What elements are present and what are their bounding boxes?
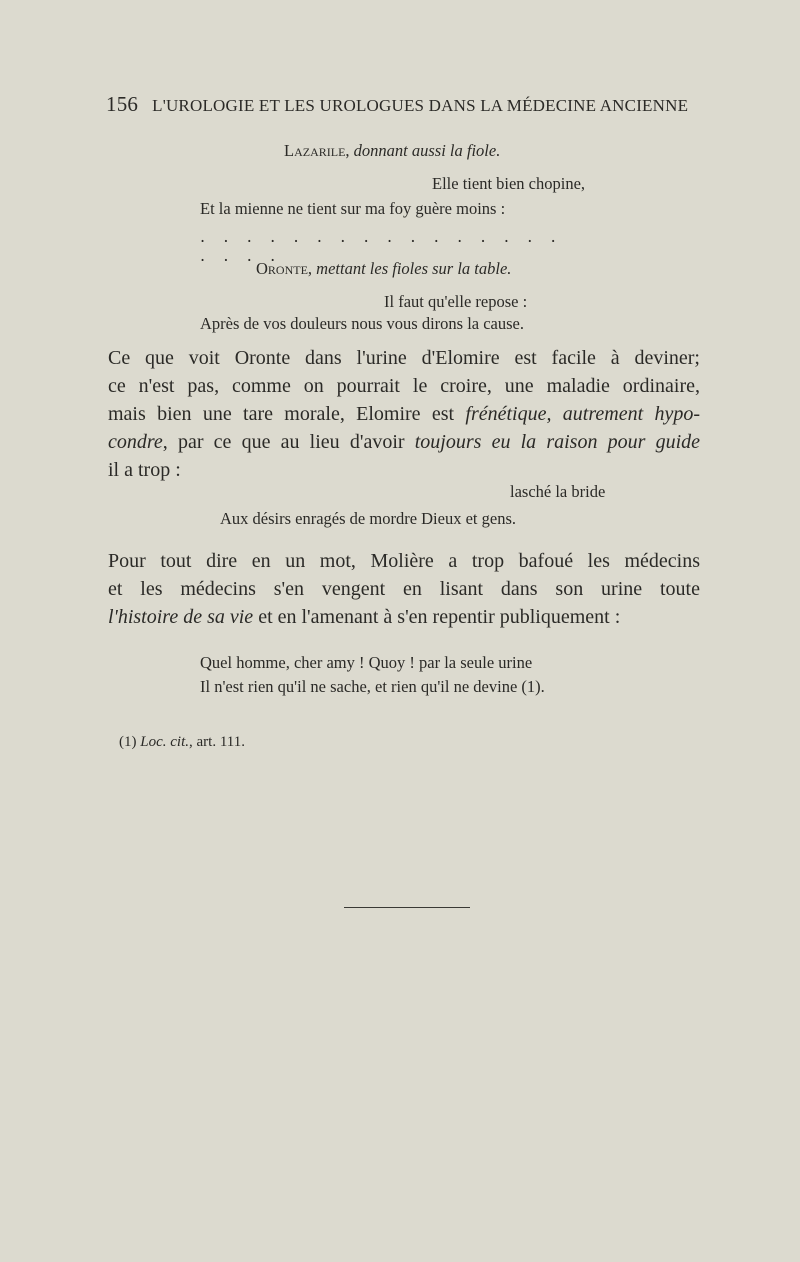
dots-text: . . . . . . . . . . . . . . . . . . . . (200, 227, 563, 265)
footnote (119, 734, 245, 751)
paragraph (108, 344, 700, 484)
italic-run: condre (108, 431, 163, 453)
para-line (108, 428, 700, 456)
italic-run: frénétique, autrement hypo- (465, 403, 700, 425)
stage-direction-oronte (256, 259, 511, 279)
speaker-name: Oronte, (256, 259, 313, 278)
text-run: mais bien une tare morale, Elomire est (108, 403, 466, 425)
direction-text: mettant les fioles sur la table. (316, 259, 512, 278)
italic-run: l'histoire de sa vie (108, 606, 254, 628)
text-run: et en l'amenant à s'en repentir publiquement : (253, 606, 621, 628)
para-line (108, 400, 700, 428)
verse-line: Il n'est rien qu'il ne sache, et rien qu'il ne devine (1). (200, 677, 545, 696)
para-line: il a trop : (108, 459, 181, 481)
stage-direction-lazarile (284, 141, 500, 161)
verse-line: Elle tient bien chopine, (432, 174, 586, 193)
para-line: Ce que voit Oronte dans l'urine d'Elomire est facile à deviner; (108, 347, 700, 369)
italic-run: toujours eu la raison pour guide (414, 431, 701, 453)
para-line: et les médecins s'en vengent en lisant dans son urine toute (108, 578, 700, 600)
paragraph (108, 547, 700, 631)
verse-line: Quel homme, cher amy ! Quoy ! par la seule urine (200, 653, 533, 672)
verse-line: Après de vos douleurs nous vous dirons la cause. (200, 314, 524, 333)
end-rule (344, 907, 470, 908)
verse-line: Aux désirs enragés de mordre Dieux et gens. (220, 509, 516, 528)
footnote-rest: , art. 111. (189, 734, 245, 750)
verse-line: lasché la bride (510, 482, 606, 501)
speaker-name: Lazarile, (284, 141, 350, 160)
page-number: 156 (106, 92, 139, 116)
footnote-marker: (1) (119, 734, 137, 750)
footnote-ref: Loc. cit. (140, 734, 189, 750)
verse-line: Et la mienne ne tient sur ma foy guère moins : (200, 199, 506, 218)
running-title: L'UROLOGIE ET LES UROLOGUES DANS LA MÉDECINE ANCIENNE (152, 96, 689, 115)
direction-text: donnant aussi la fiole. (353, 141, 501, 160)
running-header (106, 92, 689, 117)
para-line (108, 603, 700, 631)
para-line: ce n'est pas, comme on pourrait le croire, une maladie ordinaire, (108, 375, 700, 397)
verse-line: Il faut qu'elle repose : (384, 292, 528, 311)
para-line: Pour tout dire en un mot, Molière a trop bafoué les médecins (108, 550, 700, 572)
text-run: , par ce que au lieu d'avoir (162, 431, 415, 453)
